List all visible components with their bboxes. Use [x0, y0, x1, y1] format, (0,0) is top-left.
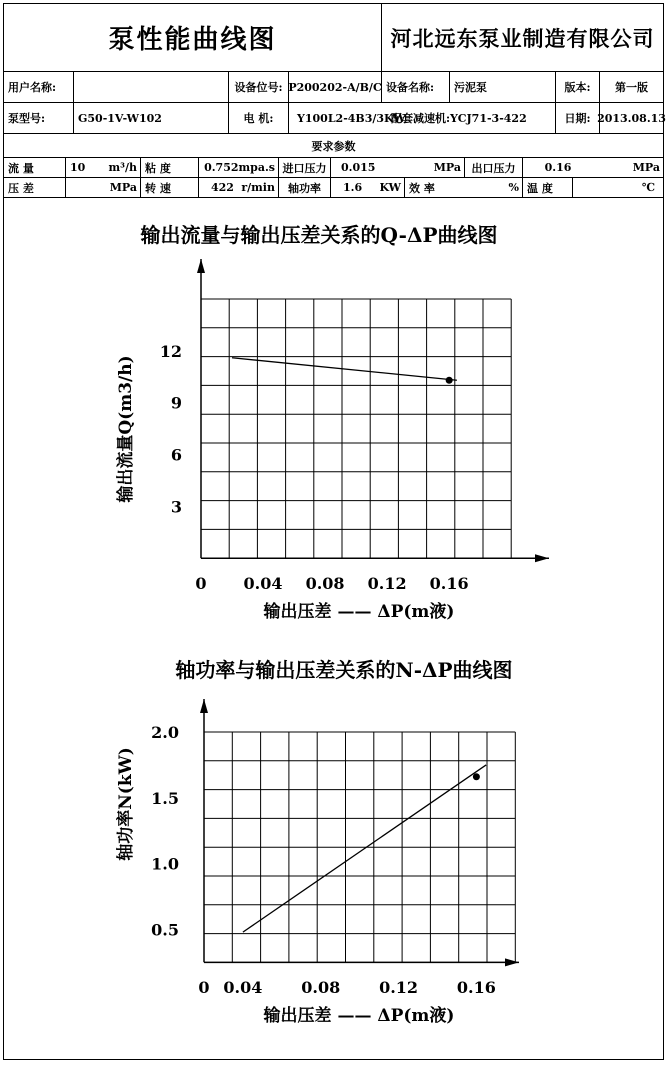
data-point: [446, 377, 453, 384]
user-label: 用户名称:: [4, 72, 74, 103]
x-axis-label: 输出压差 —— ΔP(m液): [263, 602, 455, 622]
speed-label: 转 速: [141, 178, 199, 198]
n-dp-chart: [4, 649, 663, 1029]
x-tick-label: 0: [195, 574, 207, 593]
x-tick-label: 0.12: [379, 978, 419, 997]
y-tick-label: 9: [170, 393, 182, 413]
q-dp-chart: [4, 204, 663, 644]
temperature-unit: ℃: [573, 178, 663, 198]
x-axis-label: 输出压差 —— ΔP(m液): [263, 1006, 455, 1026]
y-tick-label: 12: [159, 341, 182, 361]
version-value: 第一版: [600, 72, 663, 103]
x-tick-label: 0: [198, 978, 210, 997]
x-tick-label: 0.12: [367, 574, 407, 593]
flow-unit: m³/h: [104, 158, 141, 178]
x-tick-label: 0.08: [301, 978, 341, 997]
reducer-value: 配套减速机:YCJ71-3-422: [387, 103, 556, 134]
y-axis-arrow: [197, 259, 205, 273]
motor-label: 电 机:: [229, 103, 289, 134]
device-label: 设备名称:: [382, 72, 450, 103]
speed-unit: r/min: [239, 178, 279, 198]
series-line: [232, 358, 457, 380]
company-name: 河北远东泵业制造有限公司: [382, 4, 663, 72]
position-label: 设备位号:: [229, 72, 289, 103]
sheet-title: 泵性能曲线图: [4, 4, 382, 72]
requirements-heading: 要求参数: [4, 134, 663, 158]
outlet-pressure-unit: MPa: [593, 158, 663, 178]
shaft-power-label: 轴功率: [279, 178, 331, 198]
data-point: [473, 773, 480, 780]
efficiency-unit: %: [455, 178, 523, 198]
y-tick-label: 6: [170, 445, 182, 465]
x-axis-arrow: [535, 554, 549, 562]
date-value: 2013.08.13: [600, 103, 663, 134]
y-tick-label: 1.0: [151, 854, 179, 874]
y-axis-label: 轴功率N(kW): [116, 747, 136, 861]
pump-label: 泵型号:: [4, 103, 74, 134]
y-tick-label: 2.0: [151, 723, 179, 742]
chart-title: 输出流量与输出压差关系的Q-ΔP曲线图: [140, 223, 498, 247]
x-tick-label: 0.04: [243, 574, 283, 593]
y-axis-label: 输出流量Q(m3/h): [116, 355, 136, 503]
efficiency-label: 效 率: [405, 178, 455, 198]
user-value: [74, 72, 229, 103]
inlet-pressure-label: 进口压力: [279, 158, 331, 178]
shaft-power-unit: KW: [381, 178, 405, 198]
inlet-pressure-unit: MPa: [403, 158, 465, 178]
pump-value: G50-1V-W102: [74, 103, 229, 134]
outlet-pressure-label: 出口压力: [465, 158, 523, 178]
x-tick-label: 0.04: [223, 978, 263, 997]
viscosity-value: 0.752mpa.s: [199, 158, 279, 178]
flow-value: 10: [66, 158, 104, 178]
pressure-diff-unit: MPa: [104, 178, 141, 198]
inlet-pressure-value: 0.015: [331, 158, 403, 178]
pressure-diff-value: [66, 178, 104, 198]
viscosity-label: 粘 度: [141, 158, 199, 178]
flow-label: 流 量: [4, 158, 66, 178]
outlet-pressure-value: 0.16: [523, 158, 593, 178]
x-tick-label: 0.08: [305, 574, 345, 593]
chart-title: 轴功率与输出压差关系的N-ΔP曲线图: [175, 658, 513, 682]
y-axis-arrow: [200, 699, 208, 713]
device-value: 污泥泵: [450, 72, 556, 103]
version-label: 版本:: [556, 72, 600, 103]
x-axis-arrow: [505, 958, 519, 966]
position-value: P200202-A/B/C: [289, 72, 382, 103]
y-tick-label: 0.5: [151, 920, 179, 940]
motor-value: Y100L2-4B3/3KW: [289, 103, 387, 134]
date-label: 日期:: [556, 103, 600, 134]
speed-value: 422: [199, 178, 239, 198]
x-tick-label: 0.16: [456, 978, 496, 997]
x-tick-label: 0.16: [429, 574, 469, 593]
performance-sheet: [3, 3, 664, 1060]
pressure-diff-label: 压 差: [4, 178, 66, 198]
shaft-power-value: 1.6: [331, 178, 381, 198]
temperature-label: 温 度: [523, 178, 573, 198]
y-tick-label: 1.5: [151, 788, 179, 808]
y-tick-label: 3: [170, 497, 182, 517]
